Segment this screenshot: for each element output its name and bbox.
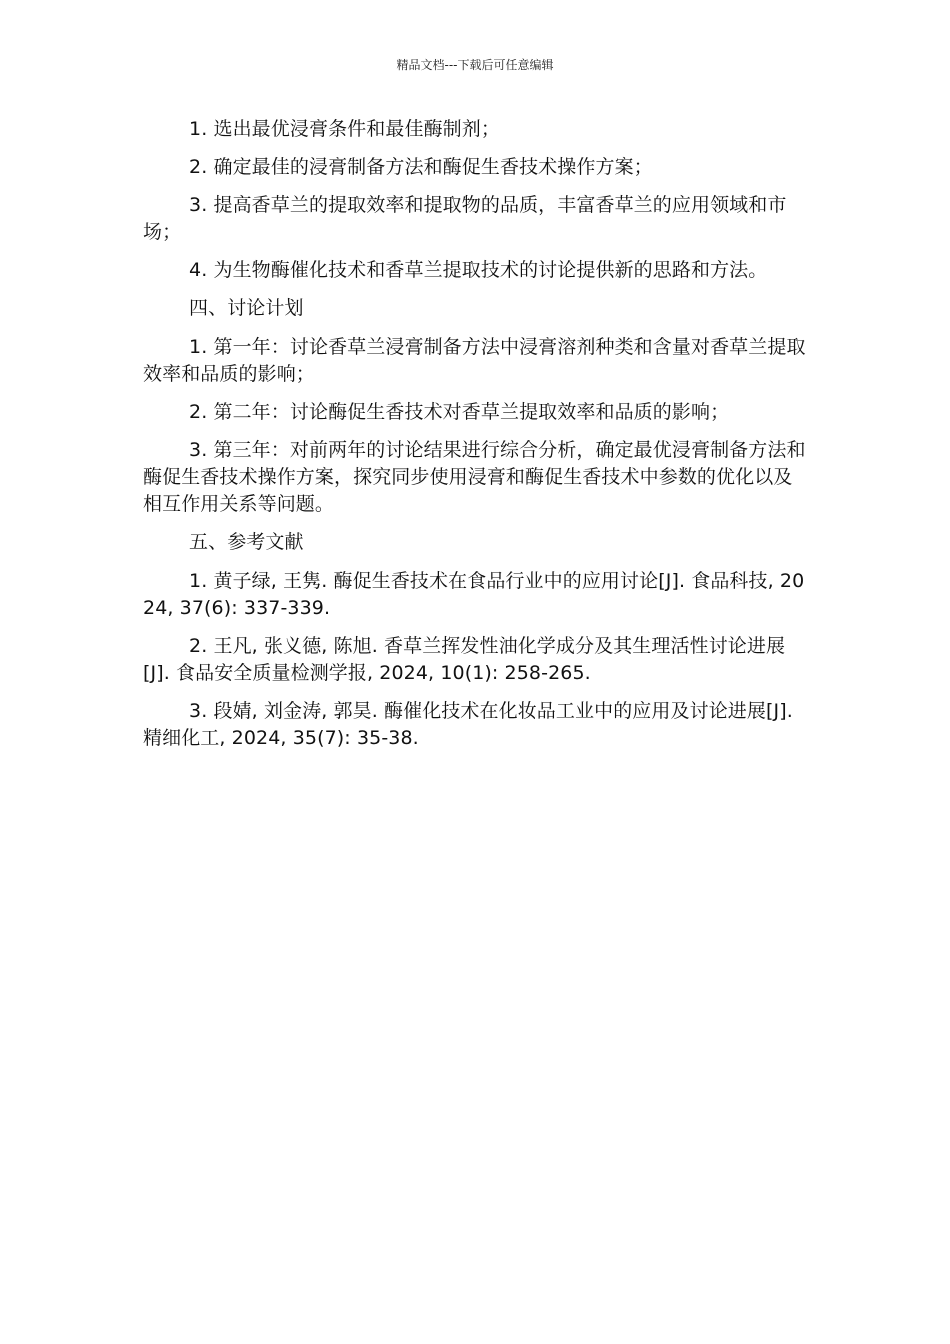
section-heading-plan: 四、讨论计划 (189, 297, 304, 319)
plan-item-1: 1. 第一年：讨论香草兰浸膏制备方法中浸膏溶剂种类和含量对香草兰提取效率和品质的影响； (143, 336, 806, 385)
reference-item-1: 1. 黄子绿, 王隽. 酶促生香技术在食品行业中的应用讨论[J]. 食品科技, 2024, 37(6): 337-339. (143, 570, 805, 619)
section-heading-references: 五、参考文献 (189, 531, 304, 553)
plan-item-2: 2. 第二年：讨论酶促生香技术对香草兰提取效率和品质的影响； (189, 401, 730, 423)
page-header: 精品文档---下载后可任意编辑 (396, 58, 554, 72)
objective-item-2: 2. 确定最佳的浸膏制备方法和酶促生香技术操作方案； (189, 156, 653, 178)
reference-item-2: 2. 王凡, 张义德, 陈旭. 香草兰挥发性油化学成分及其生理活性讨论进展[J]. 食品安全质量检测学报, 2024, 10(1): 258-265. (143, 635, 786, 684)
objective-item-4: 4. 为生物酶催化技术和香草兰提取技术的讨论提供新的思路和方法。 (189, 259, 768, 281)
objective-item-3: 3. 提高香草兰的提取效率和提取物的品质，丰富香草兰的应用领域和市场； (143, 194, 787, 243)
plan-item-3: 3. 第三年：对前两年的讨论结果进行综合分析，确定最优浸膏制备方法和酶促生香技术操作方案，探究同步使用浸膏和酶促生香技术中参数的优化以及相互作用关系等问题。 (143, 439, 806, 515)
objective-item-1: 1. 选出最优浸膏条件和最佳酶制剂； (189, 118, 500, 140)
reference-item-3: 3. 段婧, 刘金涛, 郭昊. 酶催化技术在化妆品工业中的应用及讨论进展[J]. 精细化工, 2024, 35(7): 35-38. (143, 700, 793, 749)
document-body (143, 116, 811, 763)
